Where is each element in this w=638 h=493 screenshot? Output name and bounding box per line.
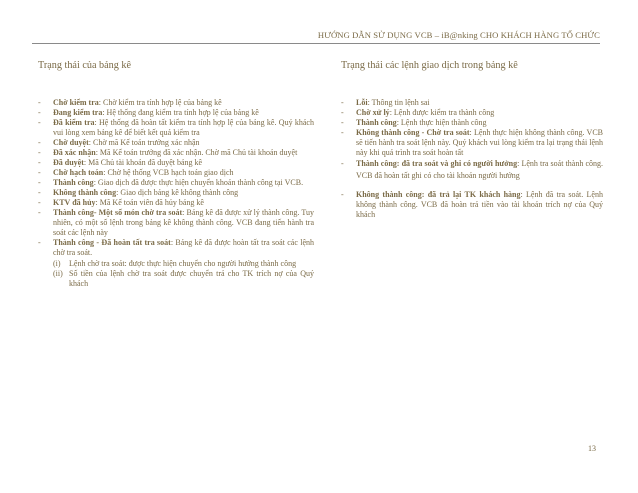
status-term: Không thành công: đã trả lại TK khách hàng: [356, 190, 521, 200]
bullet-dash: -: [38, 198, 41, 207]
status-desc: : Hệ thống đã hoàn tất kiểm tra tính hợp lệ của bảng kê. Quý khách vui lòng xem bảng kê để biết kết quả kiểm tra: [53, 118, 314, 137]
list-item: [38, 118, 314, 138]
status-desc: : Giao dịch đã được thực hiện chuyển khoản thành công tại VCB.: [93, 178, 304, 187]
status-desc: : Hệ thống đang kiểm tra tính hợp lệ của bảng kê: [102, 108, 259, 117]
status-desc: : Bảng kê đã được hoàn tất tra soát các lệnh chờ tra soát.: [53, 238, 315, 257]
left-column: [38, 60, 314, 289]
status-term: Chờ kiểm tra: [53, 98, 99, 107]
reconciliation-sublist: [53, 259, 314, 289]
list-item: [341, 108, 603, 118]
status-desc: : Lệnh thực hiện không thành công. VCB sẽ tiến hành tra soát lệnh này. Quý khách vui lòng kiểm tra lại trạng thái lệnh này khi quá trình tra soát hoàn tất: [356, 128, 603, 157]
bullet-dash: -: [38, 188, 41, 197]
list-item: [341, 118, 603, 128]
list-item: [38, 208, 314, 238]
status-term: Không thành công: [53, 188, 117, 197]
document-header: HƯỚNG DẪN SỬ DỤNG VCB – iB@nking CHO KHÁCH HÀNG TỔ CHỨC: [317, 30, 600, 40]
page-number: 13: [588, 444, 596, 453]
status-desc: : Mã Chủ tài khoản đã duyệt bảng kê: [83, 158, 203, 167]
bullet-dash: -: [38, 138, 41, 147]
list-item: [341, 190, 603, 220]
status-desc: : Chờ hệ thống VCB hạch toán giao dịch: [103, 168, 234, 177]
bullet-dash: -: [341, 118, 344, 127]
status-term: Lỗi: [356, 98, 368, 107]
right-column: [341, 60, 603, 220]
bullet-dash: -: [38, 148, 41, 157]
status-term: Thành công- Một số món chờ tra soát: [53, 208, 183, 217]
transaction-status-list: [341, 98, 603, 220]
status-term: Thành công: [356, 118, 397, 127]
sublist-number: (ii): [53, 269, 63, 278]
status-desc: : Lệnh đã tra soát. Lệnh không thành công. VCB đã hoàn trả tiền vào tài khoản trích nợ của Quý khách: [356, 190, 603, 220]
status-term: Chờ xử lý: [356, 108, 390, 117]
status-term: Đang kiểm tra: [53, 108, 103, 117]
status-term: Đã kiểm tra: [53, 118, 95, 127]
status-term: KTV đã hủy: [53, 198, 96, 207]
status-desc: : Mã Kế toán trưởng đã xác nhận. Chờ mã Chủ tài khoản duyệt: [95, 148, 298, 157]
status-term: Thành công: [53, 178, 94, 187]
sublist-text: Lệnh chờ tra soát: được thực hiện chuyển cho người hưởng thành công: [69, 259, 297, 268]
status-term: Chờ duyệt: [53, 138, 89, 147]
bullet-dash: -: [38, 208, 41, 217]
status-desc: : Lệnh tra soát thành công. VCB đã hoàn tất ghi có cho tài khoản người hưởng: [356, 159, 604, 180]
status-term: Đã xác nhận: [53, 148, 96, 157]
status-desc: : Mã Kế toán viên đã hủy bảng kê: [95, 198, 204, 207]
header-rule: [32, 43, 600, 44]
bullet-dash: -: [38, 118, 41, 127]
statement-status-list: [38, 98, 314, 289]
list-item: [38, 238, 314, 289]
sublist-text: Số tiền của lệnh chờ tra soát được chuyển trả cho TK trích nợ của Quý khách: [69, 269, 314, 288]
bullet-dash: -: [341, 159, 344, 168]
bullet-dash: -: [38, 98, 41, 107]
status-desc: : Lệnh được kiểm tra thành công: [389, 108, 495, 117]
transaction-status-heading: Trạng thái các lệnh giao dịch trong bảng kê: [341, 60, 518, 71]
bullet-dash: -: [38, 168, 41, 177]
list-item: [341, 158, 603, 181]
bullet-dash: -: [38, 238, 41, 247]
sublist-item: [53, 259, 314, 269]
list-item: [38, 148, 314, 158]
bullet-dash: -: [38, 178, 41, 187]
list-item: [38, 108, 314, 118]
status-term: Chờ hạch toán: [53, 168, 104, 177]
status-desc: : Lệnh thực hiện thành công: [396, 118, 487, 127]
status-term: Thành công - Đã hoàn tất tra soát: [53, 238, 171, 247]
list-item: [38, 188, 314, 198]
list-item: [341, 98, 603, 108]
list-item: [341, 128, 603, 158]
status-term: Đã duyệt: [53, 158, 84, 167]
bullet-dash: -: [341, 108, 344, 117]
status-desc: : Thông tin lệnh sai: [367, 98, 430, 107]
bullet-dash: -: [341, 98, 344, 107]
status-desc: : Bảng kê đã được xử lý thành công. Tuy nhiên, có một số lệnh trong bảng kê không thành công. VCB đang tiến hành tra soát các lệnh này: [53, 208, 314, 237]
bullet-dash: -: [38, 158, 41, 167]
list-item: [38, 168, 314, 178]
status-desc: : Chờ kiểm tra tính hợp lệ của bảng kê: [98, 98, 222, 107]
list-item: [38, 198, 314, 208]
status-desc: : Chờ mã Kế toán trưởng xác nhận: [88, 138, 200, 147]
list-item: [38, 98, 314, 108]
status-desc: : Giao dịch bảng kê không thành công: [116, 188, 239, 197]
statement-status-heading: Trạng thái của bảng kê: [38, 60, 131, 71]
sublist-number: (i): [53, 259, 61, 268]
list-item: [38, 178, 314, 188]
bullet-dash: -: [341, 128, 344, 137]
list-item: [38, 138, 314, 148]
bullet-dash: -: [38, 108, 41, 117]
list-item: [38, 158, 314, 168]
status-term: Không thành công - Chờ tra soát: [356, 128, 470, 137]
status-term: Thành công: đã tra soát và ghi có người hưởng: [356, 159, 518, 168]
sublist-item: [53, 269, 314, 289]
bullet-dash: -: [341, 190, 344, 200]
